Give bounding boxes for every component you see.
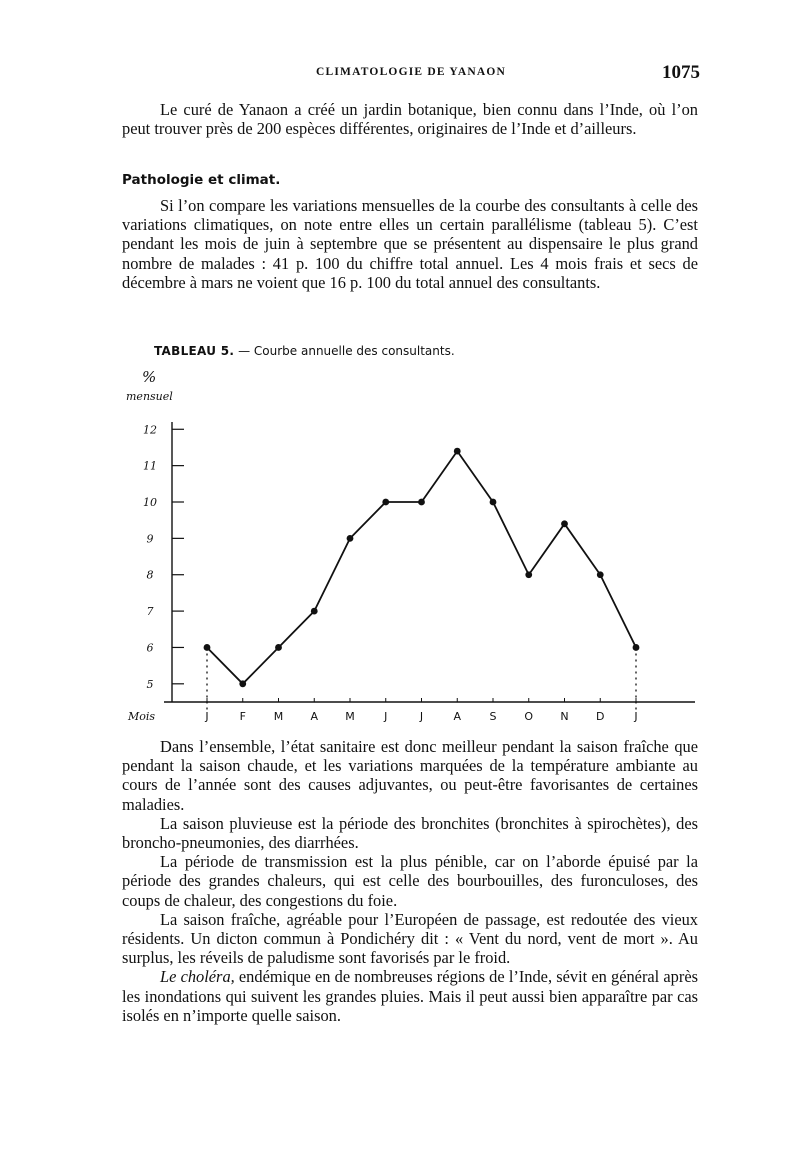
- consultants-line-chart: [110, 360, 710, 730]
- discussion-paragraph-2: La saison pluvieuse est la période des bronchites (bronchites à spirochètes), des broncho-pneumonies, des diarrhées.: [122, 813, 698, 853]
- x-tick-label: S: [489, 710, 497, 723]
- data-point: [418, 499, 425, 506]
- section-heading-pathology: Pathologie et climat.: [122, 172, 281, 188]
- chart-axes: [164, 422, 695, 702]
- x-tick-label: J: [419, 710, 424, 723]
- pathology-section: [122, 196, 698, 292]
- chart-points: [204, 448, 640, 688]
- y-tick-label: 8: [146, 568, 154, 582]
- table-title: Courbe annuelle des consultants.: [253, 344, 455, 358]
- running-title: CLIMATOLOGIE DE YANAON: [316, 66, 506, 78]
- page-header: [122, 62, 700, 86]
- discussion-paragraph-1: Dans l’ensemble, l’état sanitaire est donc meilleur pendant la saison fraîche que pendant la saison chaude, et les variations marquées de la température ambiante au cours de l’année sont des causes adjuvantes, ou peut-être favorisantes de certaines maladies.: [122, 737, 698, 814]
- data-point: [454, 448, 461, 455]
- y-tick-label: 11: [143, 459, 157, 473]
- pathology-paragraph: Si l’on compare les variations mensuelles de la courbe des consultants à celle des variations climatiques, on note entre elles un certain parallélisme (tableau 5). C’est pendant les mois de juin à septembre que se présentent au dispensaire le plus grand nombre de malades : 41 p. 100 du chiffre total annuel. Les 4 mois frais et secs de décembre à mars ne voient que 16 p. 100 du total annuel des consultants.: [122, 196, 698, 292]
- x-tick-label: J: [384, 710, 388, 723]
- data-point: [239, 680, 246, 687]
- x-axis-label: Mois: [128, 710, 156, 723]
- discussion-paragraph-4: La saison fraîche, agréable pour l’Européen de passage, est redoutée des vieux résidents. Un dicton commun à Pondichéry dit : « Vent du nord, vent de mort ». Au surplus, les réveils de paludisme sont favorisés par le froid.: [122, 909, 698, 968]
- intro-paragraph: Le curé de Yanaon a créé un jardin botanique, bien connu dans l’Inde, où l’on peut trouver près de 200 espèces différentes, originaires de l’Inde et d’ailleurs.: [122, 100, 698, 139]
- x-tick-label: A: [310, 710, 319, 723]
- chart-ticks: [172, 429, 636, 702]
- cholera-term: Le choléra,: [160, 967, 235, 987]
- y-tick-label: 9: [146, 532, 154, 546]
- table-dash: —: [234, 344, 254, 358]
- x-tick-label: M: [273, 710, 284, 723]
- y-tick-label: 7: [146, 605, 154, 619]
- data-point: [275, 644, 282, 651]
- x-tick-label: A: [453, 710, 462, 723]
- data-point: [597, 571, 604, 578]
- chart-series: [207, 451, 636, 684]
- data-point: [347, 535, 354, 542]
- x-tick-label: F: [239, 710, 246, 723]
- y-tick-label: 5: [146, 677, 154, 691]
- data-point: [525, 571, 532, 578]
- data-point: [204, 644, 211, 651]
- x-tick-label: D: [596, 710, 605, 723]
- table-label: TABLEAU 5.: [154, 344, 235, 358]
- x-tick-label: J: [205, 710, 209, 723]
- data-point: [382, 499, 389, 506]
- y-tick-label: 6: [146, 641, 154, 655]
- discussion-paragraph-5: [122, 967, 698, 1025]
- y-tick-label: 12: [143, 423, 157, 437]
- discussion-section: [122, 737, 698, 1025]
- x-tick-label: N: [560, 710, 569, 723]
- y-axis-label-percent: %: [142, 368, 157, 386]
- y-axis-label-mensuel: mensuel: [126, 390, 173, 403]
- x-tick-label: O: [524, 710, 534, 723]
- intro-section: [122, 100, 698, 138]
- data-point: [561, 520, 568, 527]
- series-line-consultants: [207, 451, 636, 684]
- table-caption: [154, 344, 455, 358]
- data-point: [490, 499, 497, 506]
- chart-labels: [143, 423, 638, 723]
- x-tick-label: J: [634, 710, 638, 723]
- data-point: [633, 644, 640, 651]
- data-point: [311, 608, 318, 615]
- discussion-paragraph-3: La période de transmission est la plus pénible, car on l’aborde épuisé par la période des grandes chaleurs, qui est celle des bourbouilles, des furonculoses, des coups de chaleur, des congestions du foie.: [122, 852, 698, 910]
- cholera-text: endémique en de nombreuses régions de l’Inde, sévit en général après les inondations qui suivent les grandes pluies. Mais il peut aussi bien apparaître par cas isolés en n’importe quelle saison.: [122, 967, 698, 1025]
- y-tick-label: 10: [143, 496, 157, 509]
- page-number: 1075: [662, 62, 700, 83]
- x-tick-label: M: [345, 710, 355, 723]
